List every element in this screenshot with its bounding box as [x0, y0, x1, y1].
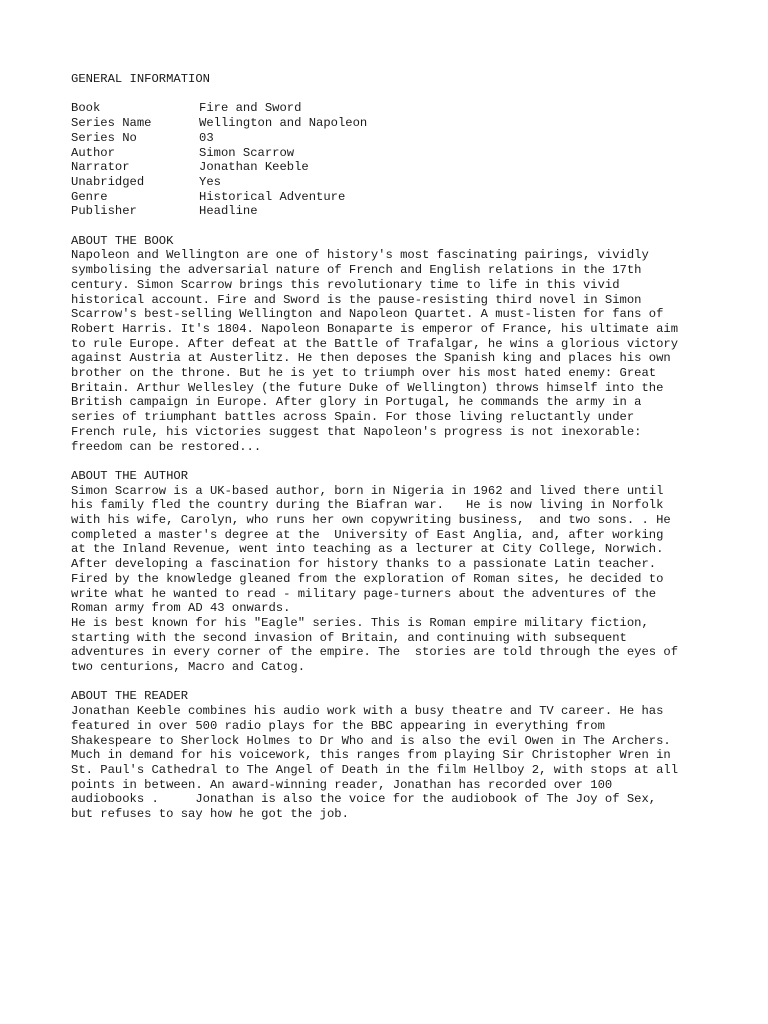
info-key: Genre	[71, 189, 108, 204]
info-key: Series No	[71, 130, 137, 145]
info-row-unabridged	[71, 175, 731, 190]
info-value: Yes	[199, 174, 221, 189]
about-the-book-heading: ABOUT THE BOOK	[71, 233, 174, 248]
info-row-series-name	[71, 116, 731, 131]
info-value: Jonathan Keeble	[199, 160, 309, 175]
document-page	[71, 72, 731, 822]
about-the-author-heading: ABOUT THE AUTHOR	[71, 468, 189, 483]
info-row-narrator	[71, 160, 731, 175]
about-the-book-section	[71, 234, 731, 455]
info-value: Historical Adventure	[199, 189, 346, 204]
general-information-heading: GENERAL INFORMATION	[71, 72, 210, 86]
info-row-publisher	[71, 204, 731, 219]
about-the-reader-heading: ABOUT THE READER	[71, 689, 189, 704]
info-key: Unabridged	[71, 174, 145, 189]
about-the-reader-text: Jonathan Keeble combines his audio work with a busy theatre and TV career. He has featured in over 500 radio plays for the BBC appearing in everything from Shakespeare to Sherlock Holmes to Dr Who and is also the evil Owen in The Archers. Much in demand for his voicework, this ranges from playing Sir Christopher Wren in St. Paul's Cathedral to The Angel of Death in the film Hellboy 2, with stops at all points in between. An award-winning reader, Jonathan has recorded over 100 audiobooks . Jonathan is also the voice for the audiobook of The Joy of Sex, but refuses to say how he got the job.	[71, 704, 679, 822]
about-the-reader-section	[71, 689, 731, 821]
about-the-author-section	[71, 469, 731, 675]
info-key: Series Name	[71, 116, 152, 131]
info-value: Wellington and Napoleon	[199, 116, 368, 131]
info-key: Narrator	[71, 160, 130, 175]
about-the-author-text: Simon Scarrow is a UK-based author, born in Nigeria in 1962 and lived there until his family fled the country during the Biafran war. He is now living in Norfolk with his wife, Carolyn, who runs her own copywriting business, and two sons. . He completed a master's degree at the University of East Anglia, and, after working at the Inland Revenue, went into teaching as a lecturer at City College, Norwich. After developing a fascination for history thanks to a passionate Latin teacher. Fired by the knowledge gleaned from the exploration of Roman sites, he decided to write what he wanted to read - military page-turners about the adventures of the Roman army from AD 43 onwards. He is best known for his "Eagle" series. This is Roman empire military fiction, starting with the second invasion of Britain, and continuing with subsequent adventures in every corner of the empire. The stories are told through the eyes of two centurions, Macro and Catog.	[71, 483, 679, 675]
info-value: Simon Scarrow	[199, 145, 295, 160]
info-value: Fire and Sword	[199, 101, 302, 116]
info-row-author	[71, 146, 731, 161]
info-key: Publisher	[71, 204, 137, 219]
info-value: 03	[199, 130, 214, 145]
info-key: Author	[71, 145, 115, 160]
info-value: Headline	[199, 204, 258, 219]
info-key: Book	[71, 101, 101, 116]
general-information-table	[71, 101, 731, 219]
about-the-book-text: Napoleon and Wellington are one of history's most fascinating pairings, vividly symbolising the adversarial nature of French and English relations in the 17th century. Simon Scarrow brings this revolutionary time to life in this vivid historical account. Fire and Sword is the pause-resisting third novel in Simon Scarrow's best-selling Wellington and Napoleon Quartet. A must-listen for fans of Robert Harris. It's 1804. Napoleon Bonaparte is emperor of France, his ultimate aim to rule Europe. After defeat at the Battle of Trafalgar, he wins a glorious victory against Austria at Austerlitz. He then deposes the Spanish king and places his own brother on the throne. But he is yet to triumph over his most hated enemy: Great Britain. Arthur Wellesley (the future Duke of Wellington) throws himself into the British campaign in Europe. After glory in Portugal, he commands the army in a series of triumphant battles across Spain. For those living reluctantly under French rule, his victories suggest that Napoleon's progress is not inexorable: freedom can be restored...	[71, 248, 679, 454]
info-row-book	[71, 101, 731, 116]
info-row-genre	[71, 190, 731, 205]
info-row-series-no	[71, 131, 731, 146]
